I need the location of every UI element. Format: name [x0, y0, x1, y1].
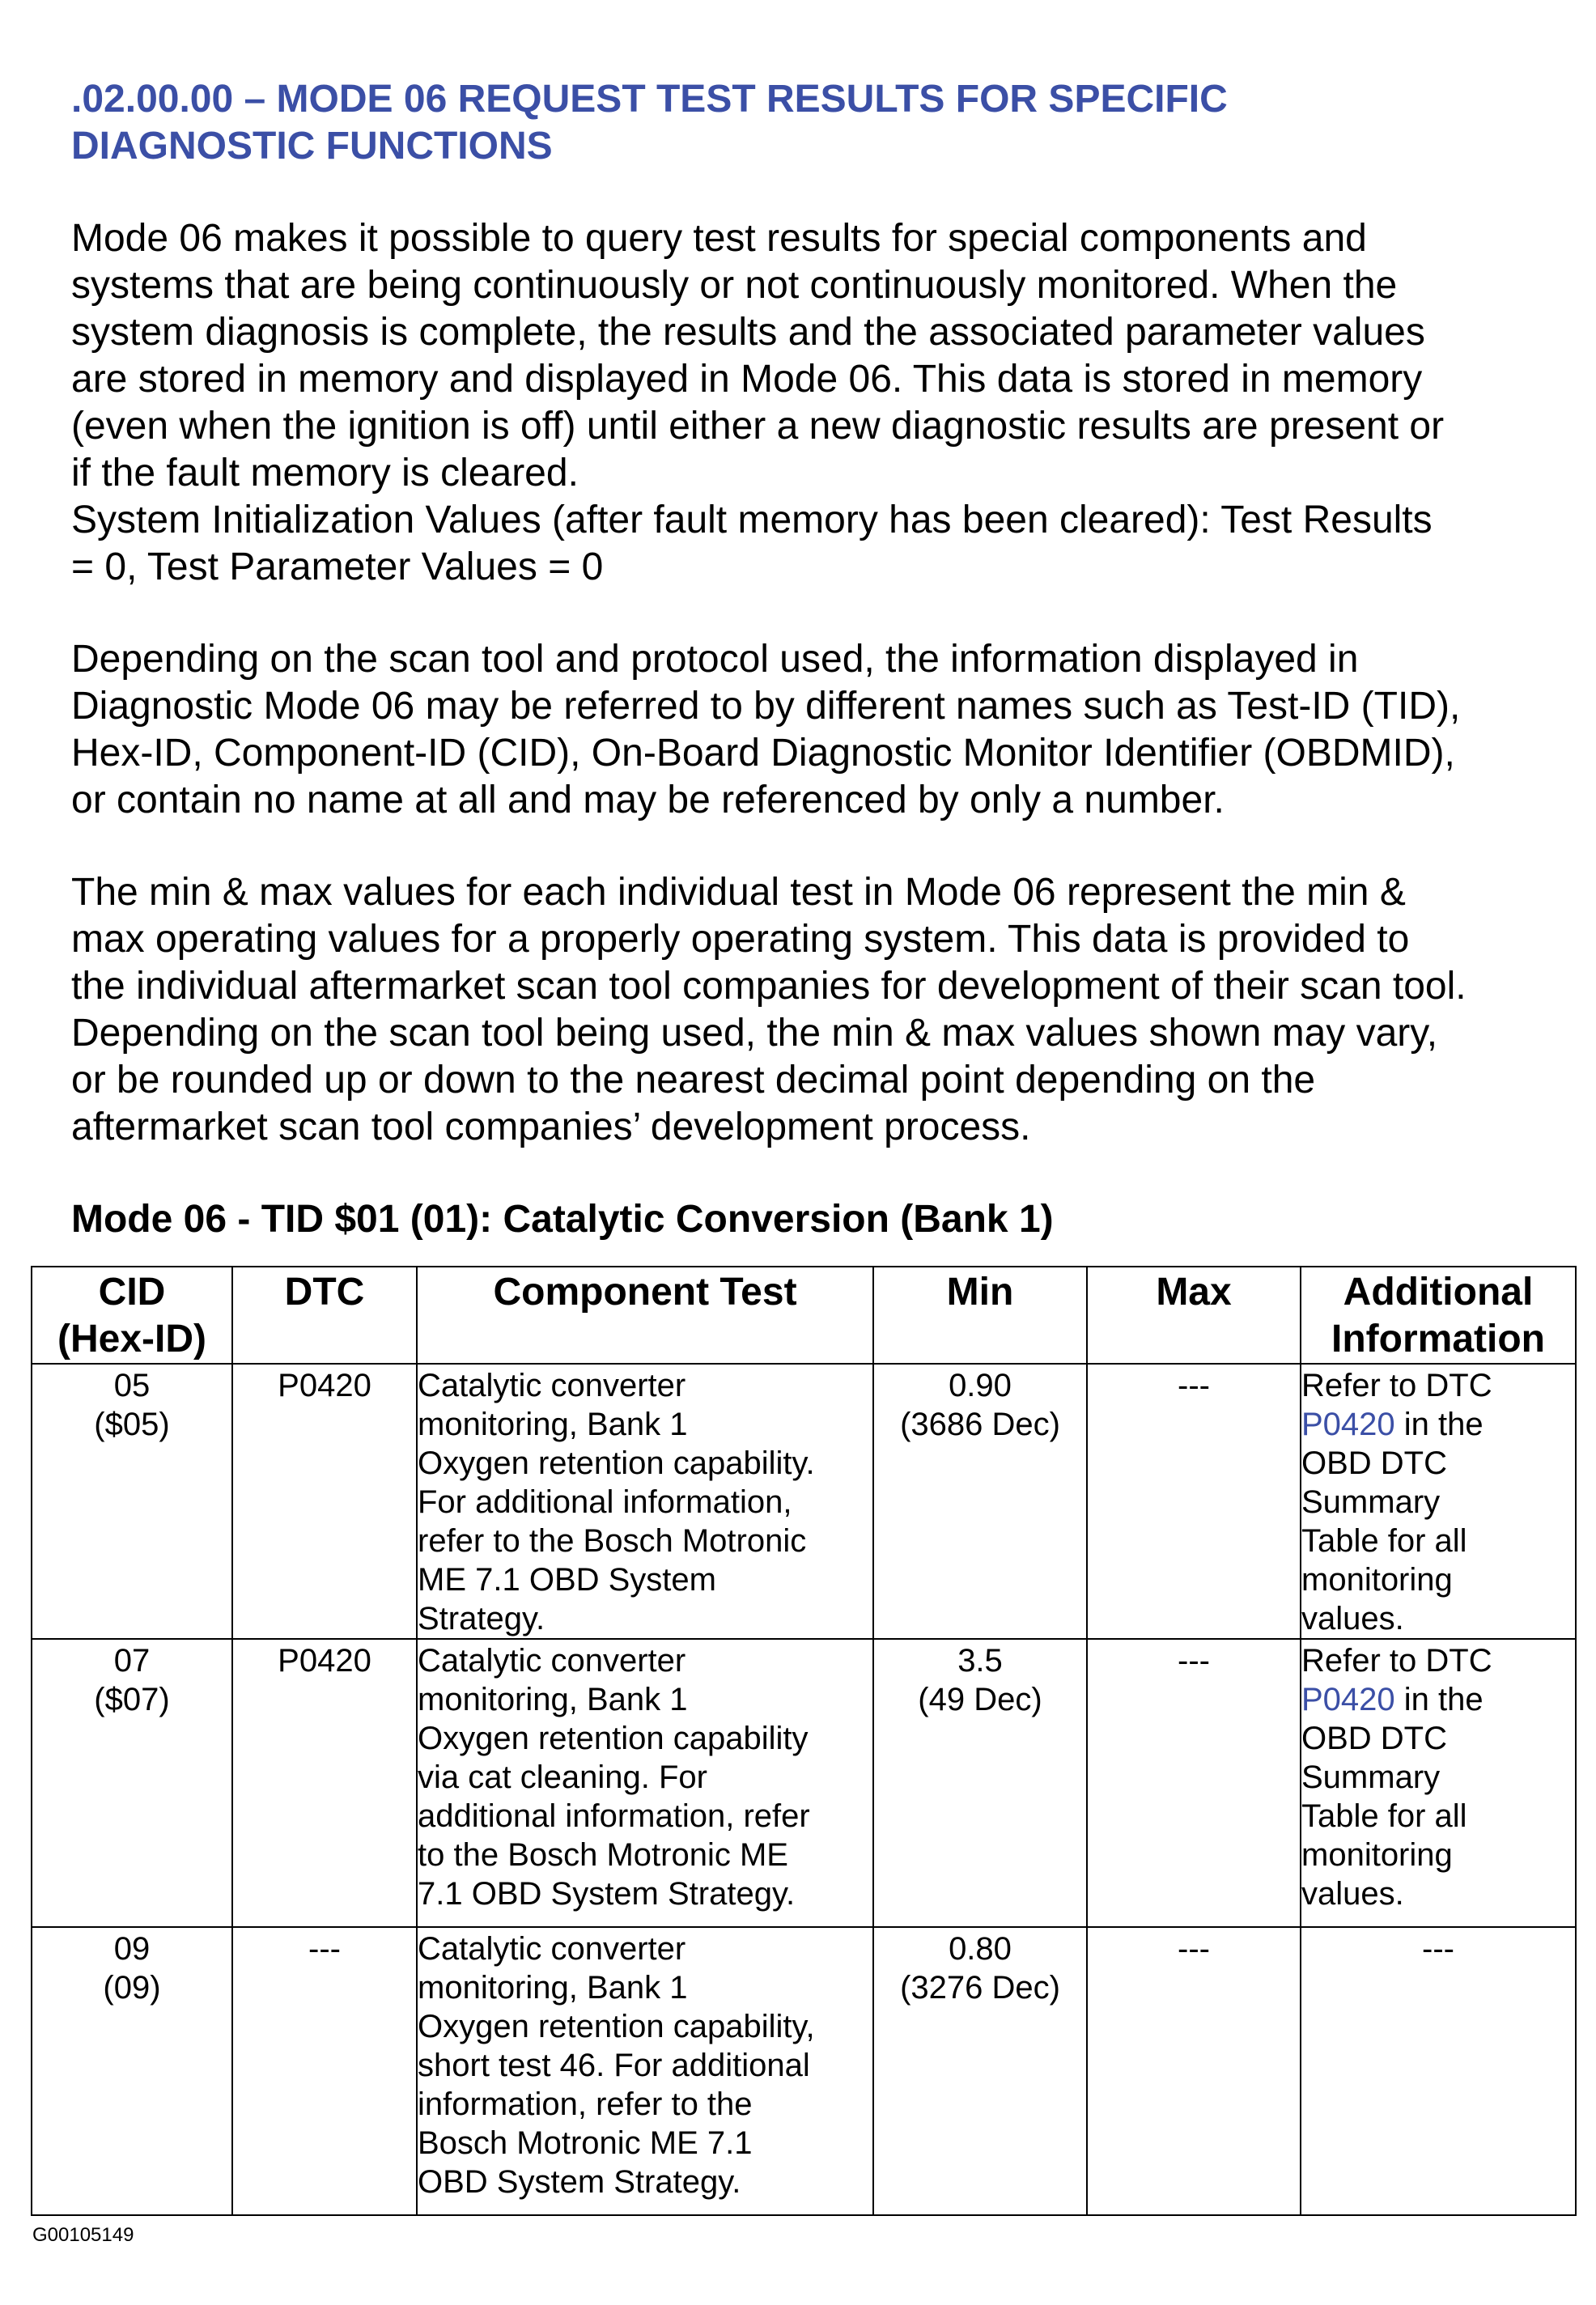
dtc-p0420-link[interactable]: P0420 [1301, 1682, 1395, 1717]
table-row [32, 1364, 1576, 1639]
header-min: Min [873, 1267, 1087, 1364]
hex-id-value: ($05) [94, 1407, 170, 1442]
paragraph-line: or be rounded up or down to the nearest decimal point depending on the [71, 1059, 1316, 1102]
section-heading [71, 76, 1528, 170]
paragraph-line: systems that are being continuously or not continuously monitored. When the [71, 264, 1398, 307]
test-line: via cat cleaning. For [418, 1760, 707, 1795]
cell-min [873, 1927, 1087, 2215]
section-heading-line-2: DIAGNOSTIC FUNCTIONS [71, 125, 553, 168]
info-line [1301, 1680, 1575, 1719]
header-additional-information [1301, 1267, 1576, 1364]
info-line [1301, 1405, 1575, 1444]
cell-min [873, 1364, 1087, 1639]
cell-cid [32, 1364, 232, 1639]
paragraph-line: Depending on the scan tool being used, the min & max values shown may vary, [71, 1012, 1438, 1055]
test-line: Bosch Motronic ME 7.1 [418, 2125, 753, 2161]
header-hexid-label: (Hex-ID) [57, 1318, 206, 1361]
cell-dtc: P0420 [232, 1364, 417, 1639]
test-line: Oxygen retention capability. [418, 1445, 815, 1481]
paragraph-line: max operating values for a properly operating system. This data is provided to [71, 918, 1410, 961]
figure-code: G00105149 [32, 2224, 134, 2246]
paragraph-line: The min & max values for each individual test in Mode 06 represent the min & [71, 871, 1406, 914]
table-row [32, 1927, 1576, 2215]
paragraph-line: (even when the ignition is off) until either a new diagnostic results are present or [71, 405, 1445, 448]
cell-component-test [417, 1927, 873, 2215]
cell-max: --- [1087, 1364, 1301, 1639]
header-cid [32, 1267, 232, 1364]
table-title: Mode 06 - TID $01 (01): Catalytic Conversion (Bank 1) [71, 1198, 1054, 1241]
test-line: Oxygen retention capability [418, 1721, 809, 1756]
table-header-row [32, 1267, 1576, 1364]
test-line: monitoring, Bank 1 [418, 1970, 688, 2006]
cell-additional-information [1301, 1364, 1576, 1639]
test-line: Oxygen retention capability, [418, 2009, 815, 2044]
info-line: Summary [1301, 1760, 1441, 1795]
header-max: Max [1087, 1267, 1301, 1364]
test-line: For additional information, [418, 1484, 792, 1520]
mode06-tid-table [31, 1266, 1577, 2216]
cell-dtc: --- [232, 1927, 417, 2215]
info-line: Table for all [1301, 1798, 1467, 1834]
paragraph-line: Depending on the scan tool and protocol used, the information displayed in [71, 638, 1359, 681]
test-line: information, refer to the [418, 2086, 753, 2122]
info-line: OBD DTC [1301, 1445, 1447, 1481]
min-value: 0.80 [949, 1931, 1012, 1967]
min-value: 3.5 [957, 1643, 1003, 1679]
test-line: monitoring, Bank 1 [418, 1682, 688, 1717]
paragraph-line: Mode 06 makes it possible to query test results for special components and [71, 217, 1367, 260]
header-info-label-1: Additional [1343, 1271, 1534, 1314]
cid-value: 09 [113, 1931, 151, 1967]
paragraph-line: system diagnosis is complete, the results and the associated parameter values [71, 311, 1425, 354]
test-line: refer to the Bosch Motronic [418, 1523, 807, 1559]
test-line: Strategy. [418, 1601, 545, 1636]
test-line: 7.1 OBD System Strategy. [418, 1876, 796, 1912]
cid-value: 05 [113, 1368, 151, 1403]
cell-component-test [417, 1364, 873, 1639]
info-line: OBD DTC [1301, 1721, 1447, 1756]
cell-cid [32, 1927, 232, 2215]
section-heading-line-1: .02.00.00 – MODE 06 REQUEST TEST RESULTS FOR SPECIFIC [71, 78, 1228, 121]
cell-dtc: P0420 [232, 1639, 417, 1927]
paragraph-line: System Initialization Values (after fault memory has been cleared): Test Results [71, 499, 1433, 541]
test-line: OBD System Strategy. [418, 2164, 741, 2200]
cell-min [873, 1639, 1087, 1927]
paragraph-line: the individual aftermarket scan tool companies for development of their scan tool. [71, 965, 1467, 1008]
cid-value: 07 [113, 1643, 151, 1679]
cell-additional-information: --- [1301, 1927, 1576, 2215]
test-line: additional information, refer [418, 1798, 810, 1834]
info-line: Refer to DTC [1301, 1368, 1492, 1403]
info-text: in the [1394, 1682, 1484, 1717]
min-dec-value: (3686 Dec) [900, 1407, 1060, 1442]
paragraph-line: = 0, Test Parameter Values = 0 [71, 545, 604, 588]
table-row [32, 1639, 1576, 1927]
test-line: Catalytic converter [418, 1368, 686, 1403]
test-line: Catalytic converter [418, 1643, 686, 1679]
hex-id-value: ($07) [94, 1682, 170, 1717]
test-line: Catalytic converter [418, 1931, 686, 1967]
paragraph-line: Hex-ID, Component-ID (CID), On-Board Diagnostic Monitor Identifier (OBDMID), [71, 732, 1455, 775]
test-line: to the Bosch Motronic ME [418, 1837, 788, 1873]
paragraph-mode06-intro [71, 215, 1577, 591]
cell-component-test [417, 1639, 873, 1927]
header-info-label-2: Information [1331, 1318, 1545, 1361]
test-line: short test 46. For additional [418, 2048, 810, 2083]
info-line: Refer to DTC [1301, 1643, 1492, 1679]
paragraph-line: are stored in memory and displayed in Mode 06. This data is stored in memory [71, 358, 1423, 401]
info-line: Table for all [1301, 1523, 1467, 1559]
cell-cid [32, 1639, 232, 1927]
header-component-test: Component Test [417, 1267, 873, 1364]
paragraph-line: Diagnostic Mode 06 may be referred to by different names such as Test-ID (TID), [71, 685, 1461, 728]
info-line: Summary [1301, 1484, 1441, 1520]
paragraph-naming [71, 636, 1577, 824]
info-line: monitoring [1301, 1562, 1453, 1598]
hex-id-value: (09) [103, 1970, 161, 2006]
paragraph-min-max [71, 869, 1577, 1151]
cell-max: --- [1087, 1927, 1301, 2215]
min-value: 0.90 [949, 1368, 1012, 1403]
paragraph-line: aftermarket scan tool companies’ development process. [71, 1106, 1031, 1148]
min-dec-value: (49 Dec) [918, 1682, 1042, 1717]
info-line: values. [1301, 1601, 1404, 1636]
test-line: monitoring, Bank 1 [418, 1407, 688, 1442]
header-cid-label: CID [98, 1271, 166, 1314]
paragraph-line: or contain no name at all and may be referenced by only a number. [71, 779, 1225, 821]
info-line: values. [1301, 1876, 1404, 1912]
info-line: monitoring [1301, 1837, 1453, 1873]
info-text: in the [1394, 1407, 1484, 1442]
dtc-p0420-link[interactable]: P0420 [1301, 1407, 1395, 1442]
paragraph-line: if the fault memory is cleared. [71, 452, 579, 495]
header-dtc: DTC [232, 1267, 417, 1364]
cell-max: --- [1087, 1639, 1301, 1927]
test-line: ME 7.1 OBD System [418, 1562, 716, 1598]
cell-additional-information [1301, 1639, 1576, 1927]
min-dec-value: (3276 Dec) [900, 1970, 1060, 2006]
